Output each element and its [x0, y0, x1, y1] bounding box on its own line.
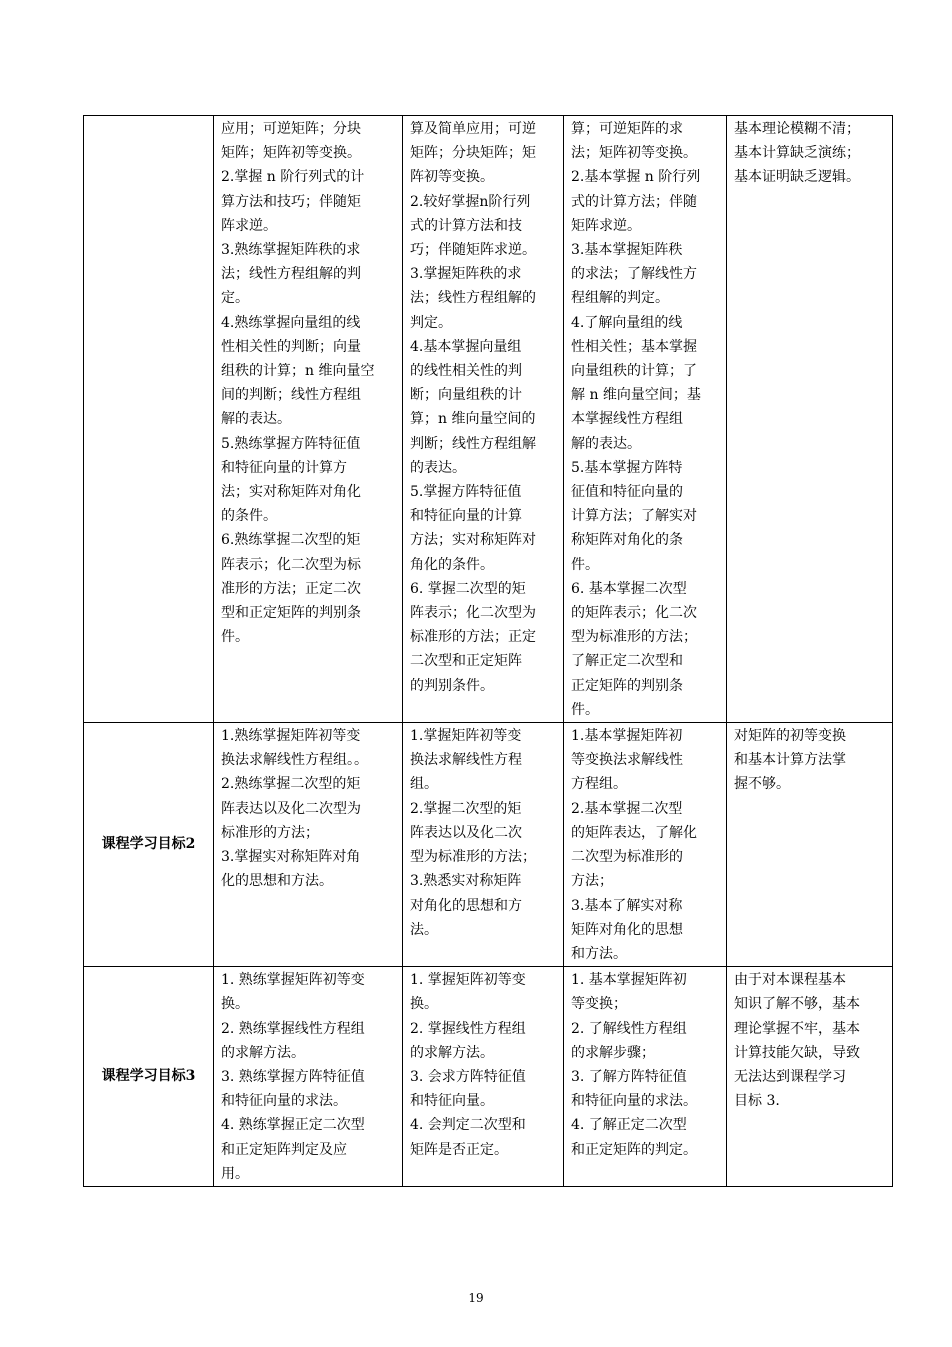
cell-line: 式的计算方法和技	[410, 217, 522, 234]
cell-line: 等变换法求解线性	[571, 752, 683, 769]
cell-line: 称矩阵对角化的条	[571, 532, 683, 549]
cell-line: 向量组秩的计算；了	[571, 363, 697, 380]
cell-line: 件。	[221, 629, 249, 646]
criteria-cell	[214, 967, 403, 1187]
cell-line: 标准形的方法；	[221, 824, 319, 841]
cell-line: 本掌握线性方程组	[571, 411, 683, 428]
cell-line: 1.掌握矩阵初等变	[410, 728, 522, 745]
cell-line: 换法求解线性方程	[410, 752, 522, 769]
cell-line: 型为标准形的方法；	[410, 849, 536, 866]
cell-line: 计算技能欠缺，导致	[734, 1044, 860, 1061]
cell-line: 程组解的判定。	[571, 290, 669, 307]
cell-line: 1. 熟练掌握矩阵初等变	[221, 972, 365, 989]
cell-line: 换。	[221, 996, 249, 1013]
cell-line: 性相关性；基本掌握	[571, 338, 697, 355]
cell-line: 3.掌握实对称矩阵对角	[221, 849, 361, 866]
cell-line: 阵表示；化二次型为	[410, 605, 536, 622]
cell-line: 和特征向量的计算	[410, 508, 522, 525]
cell-line: 矩阵是否正定。	[410, 1141, 508, 1158]
cell-line: 1. 基本掌握矩阵初	[571, 972, 687, 989]
cell-line: 计算方法；了解实对	[571, 508, 697, 525]
row-label: 课程学习目标3	[84, 967, 214, 1187]
criteria-cell	[727, 967, 893, 1187]
cell-line: 法。	[410, 921, 438, 938]
cell-line: 3. 熟练掌握方阵特征值	[221, 1068, 365, 1085]
cell-line: 判断；线性方程组解	[410, 435, 536, 452]
cell-line: 定。	[221, 290, 249, 307]
cell-line: 换法求解线性方程组。。	[221, 752, 368, 769]
criteria-cell	[564, 967, 727, 1187]
cell-line: 算；n 维向量空间的	[410, 411, 536, 428]
cell-line: 件。	[571, 701, 599, 718]
cell-line: 对矩阵的初等变换	[734, 728, 846, 745]
cell-line: 4. 会判定二次型和	[410, 1117, 526, 1134]
cell-line: 和正定矩阵判定及应	[221, 1141, 347, 1158]
cell-line: 解的表达。	[221, 411, 291, 428]
cell-line: 无法达到课程学习	[734, 1068, 846, 1085]
cell-line: 换。	[410, 996, 438, 1013]
cell-line: 5.熟练掌握方阵特征值	[221, 435, 361, 452]
cell-line: 算及简单应用；可逆	[410, 121, 536, 137]
cell-line: 性相关性的判断；向量	[221, 338, 361, 355]
cell-line: 的条件。	[221, 508, 277, 525]
row-label	[84, 116, 214, 723]
cell-line: 阵表达以及化二次型为	[221, 800, 361, 817]
cell-line: 间的判断；线性方程组	[221, 387, 361, 404]
cell-line: 和特征向量的求法。	[571, 1093, 697, 1110]
cell-line: 算；可逆矩阵的求	[571, 121, 683, 137]
criteria-cell	[403, 116, 564, 723]
cell-line: 和特征向量的求法。	[221, 1093, 347, 1110]
cell-line: 的矩阵表示；化二次	[571, 605, 697, 622]
cell-line: 正定矩阵的判别条	[571, 677, 683, 694]
cell-line: 和方法。	[571, 945, 627, 962]
cell-line: 件。	[571, 556, 599, 573]
cell-line: 2.基本掌握二次型	[571, 800, 683, 817]
table-row	[84, 116, 893, 723]
cell-line: 矩阵；矩阵初等变换。	[221, 145, 361, 162]
cell-line: 的求解方法。	[410, 1044, 494, 1061]
cell-line: 1.熟练掌握矩阵初等变	[221, 728, 361, 745]
cell-line: 目标 3.	[734, 1093, 780, 1110]
cell-line: 阵表达以及化二次	[410, 824, 522, 841]
cell-line: 等变换；	[571, 996, 627, 1013]
cell-line: 征值和特征向量的	[571, 484, 683, 501]
cell-line: 4. 了解正定二次型	[571, 1117, 687, 1134]
cell-line: 5.掌握方阵特征值	[410, 484, 522, 501]
cell-line: 2.基本掌握 n 阶行列	[571, 169, 701, 186]
cell-line: 知识了解不够，基本	[734, 996, 860, 1013]
cell-line: 1. 掌握矩阵初等变	[410, 972, 526, 989]
cell-line: 1.基本掌握矩阵初	[571, 728, 683, 745]
cell-line: 2.较好掌握n阶行列	[410, 193, 531, 210]
cell-line: 型和正定矩阵的判别条	[221, 605, 361, 622]
cell-line: 3.基本了解实对称	[571, 897, 683, 914]
cell-line: 矩阵对角化的思想	[571, 921, 683, 938]
criteria-cell	[727, 723, 893, 967]
cell-line: 基本理论模糊不清；	[734, 121, 860, 137]
cell-line: 法；实对称矩阵对角化	[221, 484, 361, 501]
cell-line: 的求法；了解线性方	[571, 266, 697, 283]
cell-line: 6. 掌握二次型的矩	[410, 580, 526, 597]
cell-line: 3. 了解方阵特征值	[571, 1068, 687, 1085]
cell-line: 和正定矩阵的判定。	[571, 1141, 697, 1158]
cell-line: 3.熟悉实对称矩阵	[410, 873, 522, 890]
cell-line: 组秩的计算；n 维向量空	[221, 363, 375, 380]
cell-line: 的判别条件。	[410, 677, 494, 694]
cell-line: 由于对本课程基本	[734, 972, 846, 989]
cell-line: 了解正定二次型和	[571, 653, 683, 670]
cell-line: 应用；可逆矩阵；分块	[221, 121, 361, 137]
cell-line: 角化的条件。	[410, 556, 494, 573]
page-number: 19	[468, 1291, 484, 1305]
cell-line: 6.熟练掌握二次型的矩	[221, 532, 361, 549]
cell-line: 标准形的方法；正定	[410, 629, 536, 646]
cell-line: 5.基本掌握方阵特	[571, 459, 683, 476]
cell-line: 6. 基本掌握二次型	[571, 580, 687, 597]
criteria-cell	[214, 116, 403, 723]
cell-line: 判定。	[410, 314, 452, 331]
cell-line: 基本计算缺乏演练；	[734, 145, 860, 162]
cell-line: 3. 会求方阵特征值	[410, 1068, 526, 1085]
cell-line: 组。	[410, 776, 438, 793]
cell-line: 矩阵求逆。	[571, 217, 641, 234]
cell-line: 的求解步骤；	[571, 1044, 655, 1061]
cell-line: 方法；	[571, 873, 613, 890]
criteria-cell	[564, 723, 727, 967]
cell-line: 式的计算方法；伴随	[571, 193, 697, 210]
cell-line: 方法；实对称矩阵对	[410, 532, 536, 549]
cell-line: 3.掌握矩阵秩的求	[410, 266, 522, 283]
cell-line: 阵初等变换。	[410, 169, 494, 186]
cell-line: 阵表示；化二次型为标	[221, 556, 361, 573]
cell-line: 二次型和正定矩阵	[410, 653, 522, 670]
row-label: 课程学习目标2	[84, 723, 214, 967]
cell-line: 2. 熟练掌握线性方程组	[221, 1020, 365, 1037]
cell-line: 方程组。	[571, 776, 627, 793]
cell-line: 握不够。	[734, 776, 790, 793]
cell-line: 和特征向量。	[410, 1093, 494, 1110]
cell-line: 准形的方法；正定二次	[221, 580, 361, 597]
cell-line: 2.掌握 n 阶行列式的计	[221, 169, 365, 186]
cell-line: 解 n 维向量空间；基	[571, 387, 701, 404]
criteria-cell	[727, 116, 893, 723]
cell-line: 对角化的思想和方	[410, 897, 522, 914]
cell-line: 型为标准形的方法；	[571, 629, 697, 646]
cell-line: 4.熟练掌握向量组的线	[221, 314, 361, 331]
table-row	[84, 967, 893, 1187]
cell-line: 二次型为标准形的	[571, 849, 683, 866]
cell-line: 和基本计算方法掌	[734, 752, 846, 769]
cell-line: 用。	[221, 1165, 249, 1182]
cell-line: 基本证明缺乏逻辑。	[734, 169, 860, 186]
criteria-cell	[403, 723, 564, 967]
cell-line: 的求解方法。	[221, 1044, 305, 1061]
criteria-cell	[564, 116, 727, 723]
cell-line: 2. 掌握线性方程组	[410, 1020, 526, 1037]
cell-line: 巧；伴随矩阵求逆。	[410, 242, 536, 259]
cell-line: 2.熟练掌握二次型的矩	[221, 776, 361, 793]
cell-line: 的表达。	[410, 459, 466, 476]
criteria-cell	[403, 967, 564, 1187]
cell-line: 理论掌握不牢，基本	[734, 1020, 860, 1037]
cell-line: 和特征向量的计算方	[221, 459, 347, 476]
cell-line: 解的表达。	[571, 435, 641, 452]
cell-line: 4.基本掌握向量组	[410, 338, 522, 355]
cell-line: 2.掌握二次型的矩	[410, 800, 522, 817]
cell-line: 3.熟练掌握矩阵秩的求	[221, 242, 361, 259]
table-row	[84, 723, 893, 967]
cell-line: 3.基本掌握矩阵秩	[571, 242, 683, 259]
cell-line: 矩阵；分块矩阵；矩	[410, 145, 536, 162]
cell-line: 法；矩阵初等变换。	[571, 145, 697, 162]
cell-line: 算方法和技巧；伴随矩	[221, 193, 361, 210]
cell-line: 的矩阵表达，了解化	[571, 824, 697, 841]
cell-line: 2. 了解线性方程组	[571, 1020, 687, 1037]
cell-line: 法；线性方程组解的	[410, 290, 536, 307]
cell-line: 4. 熟练掌握正定二次型	[221, 1117, 365, 1134]
standards-table	[83, 115, 893, 1187]
cell-line: 阵求逆。	[221, 217, 277, 234]
cell-line: 的线性相关性的判	[410, 363, 522, 380]
criteria-cell	[214, 723, 403, 967]
cell-line: 4.了解向量组的线	[571, 314, 683, 331]
cell-line: 化的思想和方法。	[221, 873, 333, 890]
cell-line: 断；向量组秩的计	[410, 387, 522, 404]
cell-line: 法；线性方程组解的判	[221, 266, 361, 283]
